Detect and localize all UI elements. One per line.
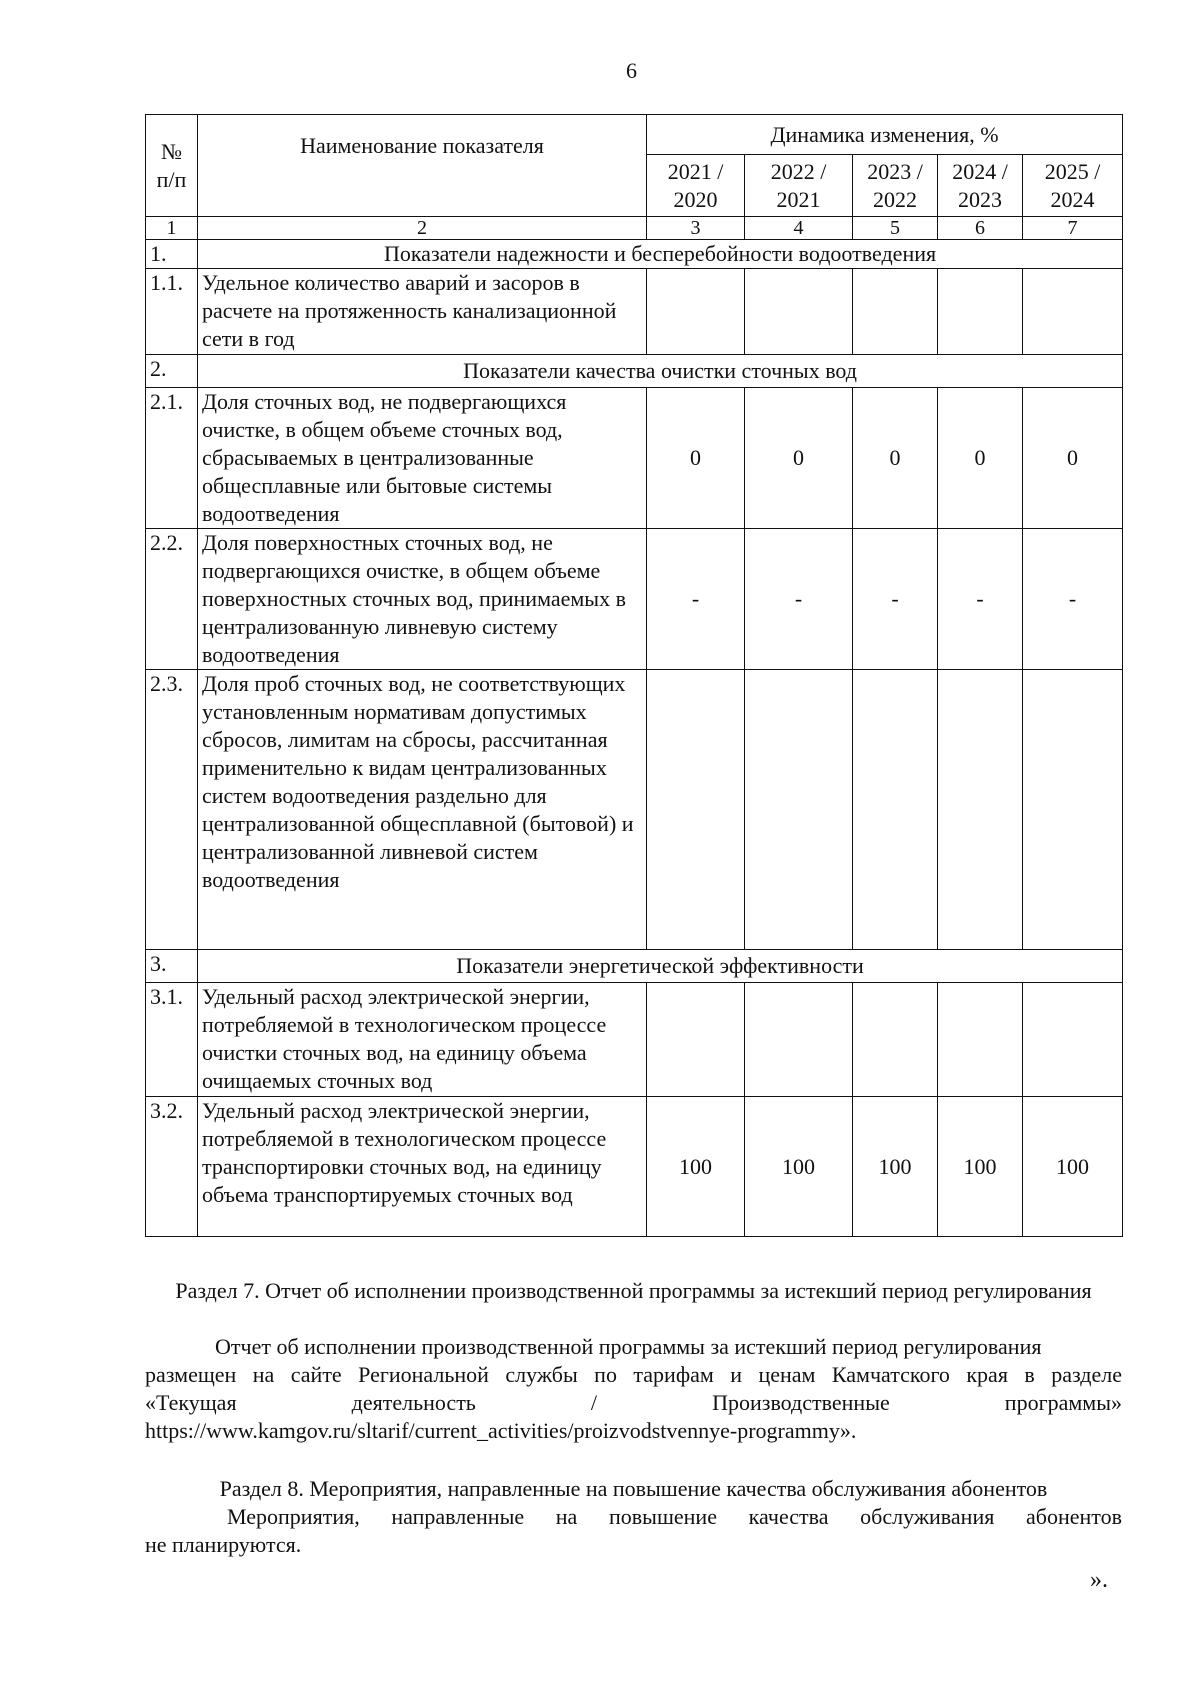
- row-name: Удельное количество аварий и засоров в расчете на протяженность канализационной сети в год: [198, 269, 647, 355]
- row-value: [1023, 983, 1123, 1097]
- section7-body-line: размещен на сайте Региональной службы по тарифам и ценам Камчатского края в разделе: [145, 1362, 1122, 1387]
- section7-body-line: «Текущая деятельность / Производственные программы»: [145, 1390, 1122, 1415]
- table-row: [146, 388, 1123, 529]
- section8-body-line: Мероприятия, направленные на повышение качества обслуживания абонентов: [227, 1504, 1122, 1529]
- table-row: [146, 269, 1123, 355]
- column-number: 6: [938, 217, 1023, 240]
- row-no: 3.1.: [146, 983, 198, 1097]
- header-year: 2025 / 2024: [1023, 155, 1123, 217]
- row-value: -: [647, 529, 745, 670]
- header-year: 2023 / 2022: [853, 155, 938, 217]
- table-row: [146, 1097, 1123, 1237]
- row-value: [647, 670, 745, 950]
- row-value: -: [938, 529, 1023, 670]
- column-number: 1: [146, 217, 198, 240]
- section7-body-line: Отчет об исполнении производственной программы за истекший период регулирования: [215, 1334, 1042, 1359]
- section-title: Показатели энергетической эффективности: [198, 950, 1123, 983]
- row-name: Доля поверхностных сточных вод, не подвергающихся очистке, в общем объеме поверхностных сточных вод, принимаемых в централизованную ливневую систему водоотведения: [198, 529, 647, 670]
- row-name: Доля сточных вод, не подвергающихся очистке, в общем объеме сточных вод, сбрасываемых в централизованные общесплавные или бытовые системы водоотведения: [198, 388, 647, 529]
- column-number-row: [146, 217, 1123, 240]
- row-value: 100: [1023, 1097, 1123, 1237]
- row-value: [1023, 269, 1123, 355]
- closing-quote: ».: [1090, 1567, 1108, 1593]
- section8-body-line: не планируются.: [145, 1532, 302, 1557]
- table-row: [146, 983, 1123, 1097]
- row-value: -: [853, 529, 938, 670]
- row-name: Доля проб сточных вод, не соответствующих установленным нормативам допустимых сбросов, лимитам на сбросы, рассчитанная применительно к видам централизованных систем водоотведения раздельно для централизованной общесплавной (бытовой) и централизованной ливневой систем водоотведения: [198, 670, 647, 950]
- section7-title: Раздел 7. Отчет об исполнении производственной программы за истекший период регулирования: [175, 1278, 1092, 1303]
- column-number: 2: [198, 217, 647, 240]
- header-year: 2024 / 2023: [938, 155, 1023, 217]
- section-row: [146, 240, 1123, 269]
- section7-body: [145, 1333, 1122, 1445]
- row-no: 2.1.: [146, 388, 198, 529]
- row-no: 1.1.: [146, 269, 198, 355]
- row-value: 0: [647, 388, 745, 529]
- row-value: [938, 269, 1023, 355]
- section-row: [146, 355, 1123, 388]
- section7-link: https://www.kamgov.ru/sltarif/current_activities/proizvodstvennye-programmy».: [145, 1418, 857, 1443]
- row-value: [853, 269, 938, 355]
- row-value: 100: [853, 1097, 938, 1237]
- section-row: [146, 950, 1123, 983]
- row-value: -: [1023, 529, 1123, 670]
- section-title: Показатели надежности и бесперебойности водоотведения: [198, 240, 1123, 269]
- row-value: [647, 983, 745, 1097]
- page-number: 6: [626, 58, 637, 83]
- column-number: 5: [853, 217, 938, 240]
- column-number: 4: [745, 217, 853, 240]
- row-value: 100: [647, 1097, 745, 1237]
- row-value: [853, 983, 938, 1097]
- header-year: 2022 / 2021: [745, 155, 853, 217]
- row-value: -: [745, 529, 853, 670]
- row-value: [745, 983, 853, 1097]
- header-dynamics: Динамика изменения, %: [647, 115, 1123, 155]
- column-number: 7: [1023, 217, 1123, 240]
- row-no: 2.2.: [146, 529, 198, 670]
- row-value: [938, 670, 1023, 950]
- row-value: 0: [1023, 388, 1123, 529]
- row-value: [745, 670, 853, 950]
- row-value: [938, 983, 1023, 1097]
- table-row: [146, 670, 1123, 950]
- section-no: 1.: [146, 240, 198, 269]
- section8-title: Раздел 8. Мероприятия, направленные на повышение качества обслуживания абонентов: [219, 1476, 1048, 1501]
- row-value: [853, 670, 938, 950]
- section-no: 3.: [146, 950, 198, 983]
- row-value: 0: [853, 388, 938, 529]
- header-no: № п/п: [146, 115, 198, 217]
- row-no: 2.3.: [146, 670, 198, 950]
- row-value: 0: [938, 388, 1023, 529]
- row-name: Удельный расход электрической энергии, потребляемой в технологическом процессе очистки сточных вод, на единицу объема очищаемых сточных вод: [198, 983, 647, 1097]
- row-value: [1023, 670, 1123, 950]
- indicators-table: [145, 114, 1123, 1237]
- row-value: [745, 269, 853, 355]
- section-title: Показатели качества очистки сточных вод: [198, 355, 1123, 388]
- row-name: Удельный расход электрической энергии, потребляемой в технологическом процессе транспортировки сточных вод, на единицу объема транспортируемых сточных вод: [198, 1097, 647, 1237]
- row-value: [647, 269, 745, 355]
- row-value: 0: [745, 388, 853, 529]
- row-value: 100: [745, 1097, 853, 1237]
- column-number: 3: [647, 217, 745, 240]
- row-value: 100: [938, 1097, 1023, 1237]
- row-no: 3.2.: [146, 1097, 198, 1237]
- header-name: Наименование показателя: [198, 115, 647, 217]
- section-no: 2.: [146, 355, 198, 388]
- header-year: 2021 / 2020: [647, 155, 745, 217]
- table-row: [146, 529, 1123, 670]
- section8-body: [145, 1503, 1122, 1559]
